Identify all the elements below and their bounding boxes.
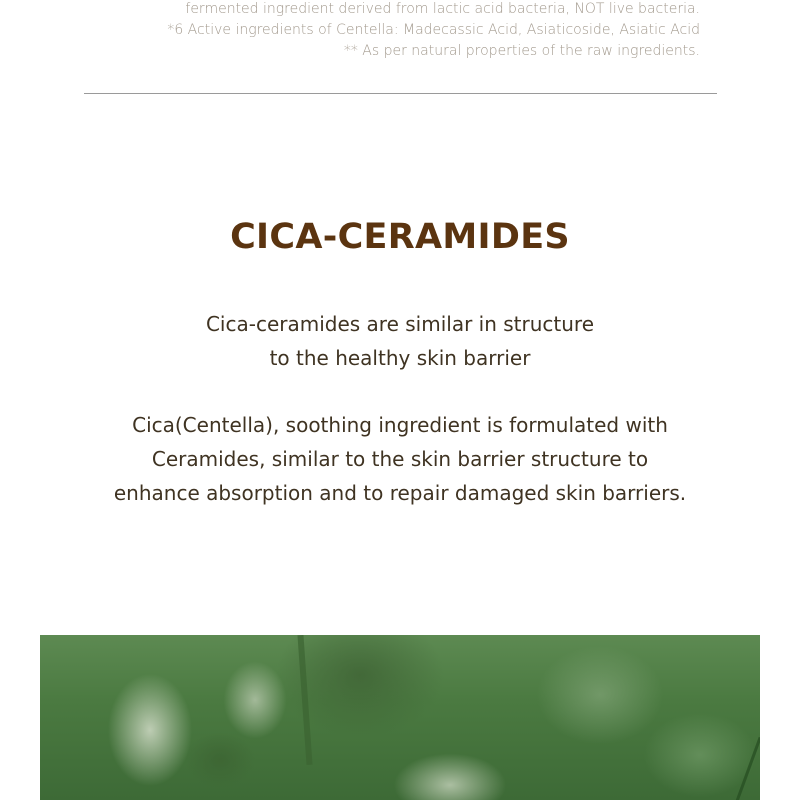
grass-stem <box>731 737 760 800</box>
section-title: CICA-CERAMIDES <box>230 217 570 257</box>
intro-paragraph <box>0 307 800 375</box>
text-line: Ceramides, similar to the skin barrier structure to <box>151 447 649 471</box>
description-paragraph <box>0 408 800 510</box>
footnotes <box>100 0 700 62</box>
grass-stem <box>297 635 312 765</box>
footnote-line: fermented ingredient derived from lactic acid bacteria, NOT live bacteria. <box>185 1 700 17</box>
footnote-line: *6 Active ingredients of Centella: Madecassic Acid, Asiaticoside, Asiatic Acid <box>167 22 700 38</box>
text-line: Cica-ceramides are similar in structure <box>205 312 595 336</box>
centella-leaves-photo <box>40 635 760 800</box>
text-line: to the healthy skin barrier <box>269 346 531 370</box>
text-line: Cica(Centella), soothing ingredient is formulated with <box>132 413 668 437</box>
footnote-line: ** As per natural properties of the raw ingredients. <box>343 43 700 59</box>
text-line: enhance absorption and to repair damaged skin barriers. <box>113 481 687 505</box>
section-divider <box>84 93 717 94</box>
